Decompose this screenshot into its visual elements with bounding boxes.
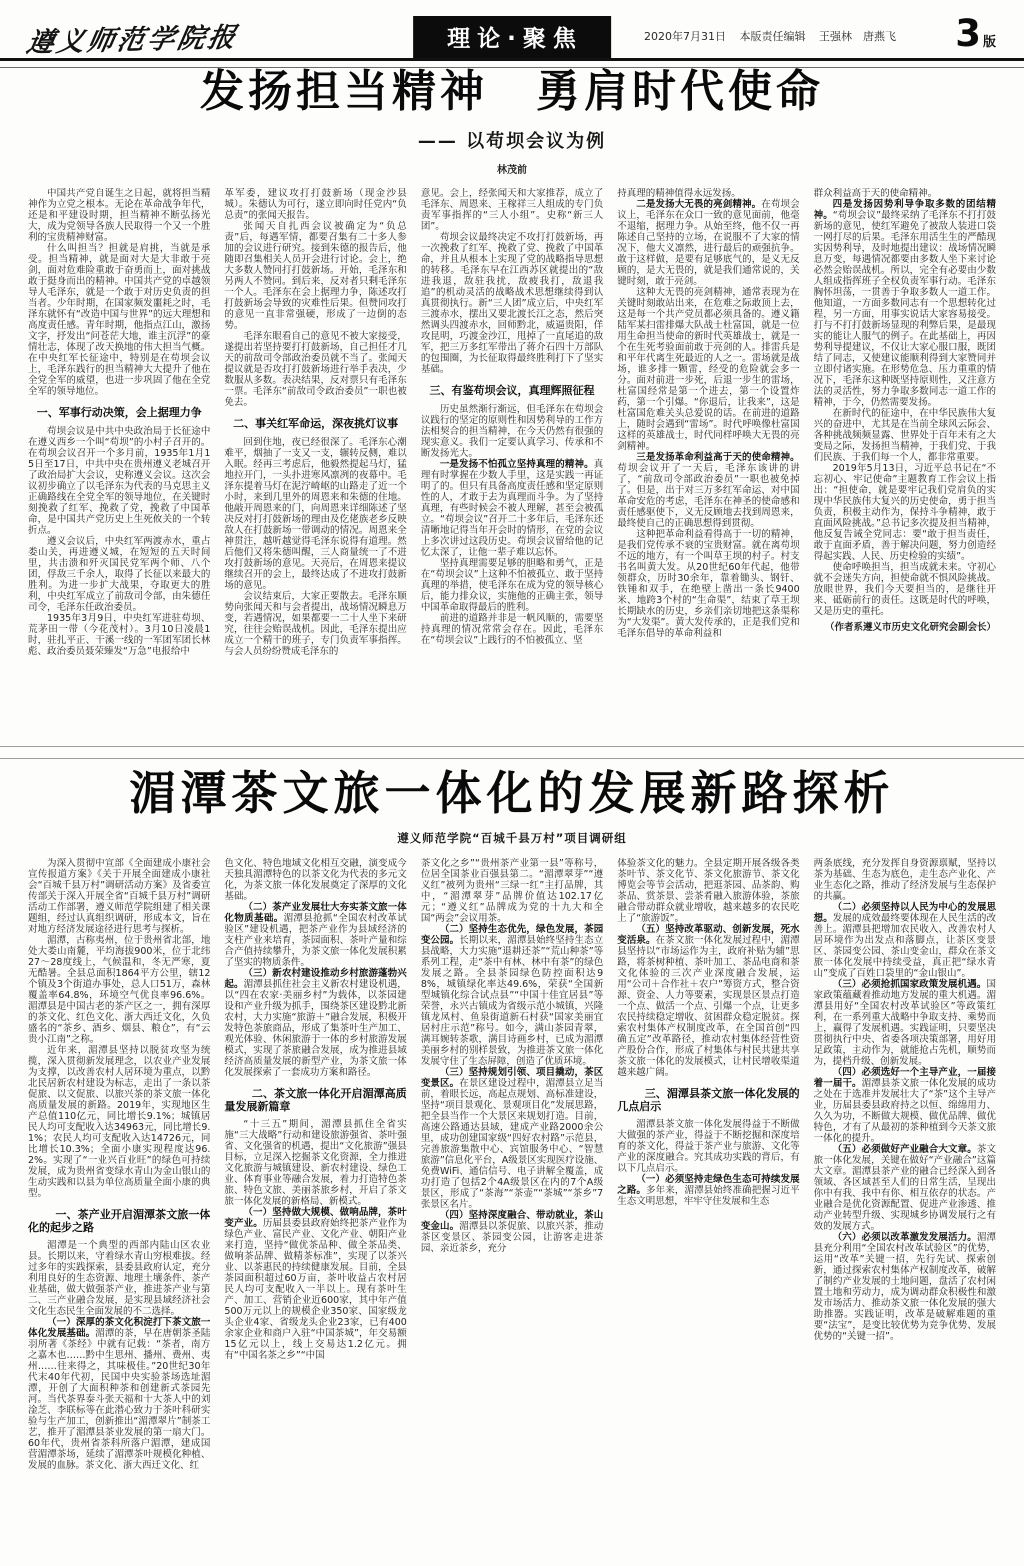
page-number-value: 3 xyxy=(955,12,981,55)
section-heading: 三、有鉴苟坝会议，真理辉照征程 xyxy=(429,384,595,397)
article-divider-rule xyxy=(0,746,1024,759)
article-column xyxy=(814,858,996,1536)
run-in-heading: （三）坚持规划引领、项目撬动，茶区变景区。 xyxy=(420,1067,604,1089)
article-column xyxy=(224,188,406,754)
body-paragraph: 三是发扬革命利益高于天的使命精神。苟坝会议开了一天后，毛泽东该讲的讲了，“前敌司令部政治委员”一职也被免掉了。但是，出于对三万多红军命运、对中国革命安危的考虑，毛泽东在神圣的使命感和责任感驱使下，义无反顾地去找到周恩来，最终使自己的正确思想得到贯彻。 xyxy=(617,452,800,529)
body-paragraph: （四）必须选好一个主导产业，一届接着一届干。湄潭县茶文旅一体化发展的成功之处在于选准并发展壮大了“茶”这个主导产业，历届县委县政府持之以恒、绵绵用力、久久为功，不断做大规模、做优品牌、做优特色，才有了从最初的茶种植到今天茶文旅一体化的提升。 xyxy=(813,1067,997,1144)
body-paragraph: 茶文化之乡”“贵州茶产业第一县”等称号，位居全国茶业百强县第二。“湄潭翠芽”“遵义红”被列为贵州“三绿一红”主打品牌，其中，“湄潭翠芽”品牌价值达102.17亿元；“遵义红”品牌成为党的十九大和全国“两会”会议用茶。 xyxy=(420,858,604,924)
section-banner: 理论·聚焦 xyxy=(413,16,611,59)
body-paragraph: （三）新农村建设推动乡村旅游蓬勃兴起。湄潭县抓住社会主义新农村建设机遇，以“四在农家·美丽乡村”为载体，以茶园建设和产业升级为抓手，围绕茶区建设黔北新农村，大力实施“旅游＋”融合发展，积极开发特色茶旅商品，形成了集茶叶生产加工、观光体验、休闲旅游于一体的乡村旅游发展模式，实现了茶旅融合发展，成为推进县域经济高质量发展的新型产业，为茶文旅一体化发展探索了一套成功方案和路径。 xyxy=(224,968,407,1078)
article-column xyxy=(617,188,799,754)
body-paragraph: 毛泽东眼看自己的意见不被大家接受，遂提出若坚持要打打鼓新场，自己担任才几天的前敌司令部政治委员就不当了。张闻天提议就是否攻打打鼓新场进行举手表决，少数服从多数。表决结果，反对票只有毛泽东一票。毛泽东“前敌司令政治委员”一职也被免去。 xyxy=(224,331,407,408)
run-in-heading: （二）茶产业发展壮大夯实茶文旅一体化物质基础。 xyxy=(224,902,407,924)
body-paragraph: 二是发扬大无畏的亮剑精神。在苟坝会议上，毛泽东在众口一致的意见面前，他毫不退缩，据理力争。从始至终，他不仅一再陈述自己坚持的立场，在说服不了大家的情况下，他大义凛然，进行最后的顽强抗争。敢于这样做，是要有足够底气的，是义无反顾的，是大无畏的，就是我们通常说的，关键时刻，敢于亮剑。 xyxy=(617,199,800,287)
body-paragraph: 为深入贯彻中宣部《全面建成小康社会宣传报道方案》《关于开展全面建成小康社会“百城千县万村”调研活动方案》及省委宣传部关于深入开展全省“百城千县万村”调研活动工作部署，遵义师范学院组建了相关课题组，经过认真组织调研，形成本文，旨在对地方经济发展途径进行思考与探析。 xyxy=(28,858,211,935)
article-bottom-columns xyxy=(28,858,996,1536)
body-paragraph: 四是发扬因势利导争取多数的团结精神。“苟坝会议”最终采纳了毛泽东不打打鼓新场的意见，使红军避免了被敌人装进口袋一网打尽的后果。毛泽东用活生生的严酷现实因势利导，及时地提出建议：战场情况瞬息万变，每遇情况都要由多数人坐下来讨论必然会贻误战机。所以，完全有必要由少数人组成指挥班子全权负责军事行动。毛泽东胸怀坦荡，一贯善于争取多数人一道工作。他知道，一方面多数同志有一个思想转化过程，另一方面，用事实说话大家容易接受。打与不打打鼓新场显现的利弊后果，是最现实的能让人服气的例子。在此基础上，再因势利导提建议，不仅让大家心服口服，既团结了同志，又使建议能顺利得到大家赞同并立即付诸实施。在形势危急、压力重重的情况下，毛泽东这种既坚持原则性，又注意方法的灵活性，努力争取多数同志一道工作的精神，于今，仍然需要发扬。 xyxy=(813,199,997,408)
run-in-heading: 四是发扬因势利导争取多数的团结精神。 xyxy=(813,199,997,221)
section-heading: 二、茶文旅一体化开启湄潭高质量发展新篇章 xyxy=(224,1087,407,1113)
body-paragraph: 1935年3月9日，中央红军进驻苟坝、荒茅田一带（今花茂村）。3月10日凌晨1时，驻扎平正、干溪一线的一军团军团长林彪、政治委员聂荣臻发“万急”电报给中 xyxy=(28,613,211,657)
page-number xyxy=(955,12,996,55)
body-paragraph: （六）必须以改革激发发展活力。湄潭县充分利用“全国农村改革试验区”的优势，运用“改革”关键一招，先行先试、探索创新，通过探索农村集体产权制度改革，破解了制约产业发展的土地问题，盘活了农村闲置土地和劳动力，成为调动群众积极性和激发市场活力、推动茶文旅一体化发展的强大助推器。实践证明，改革是破解难题的重要“法宝”，是变比较优势为竞争优势、发展优势的“关键一招”。 xyxy=(813,1232,997,1342)
date-editor-line xyxy=(634,28,896,44)
article-bottom-byline: 遵义师范学院“百城千县万村”项目调研组 xyxy=(397,831,627,845)
body-paragraph: （一）坚持做大规模、做响品牌，茶叶变产业。历届县委县政府始终把茶产业作为绿色产业、富民产业、文化产业、朝阳产业来打造，坚持“做优茶品种、做全茶品类、做响茶品牌、做精茶标准”，实现了以茶兴业、以茶惠民的持续健康发展。目前，全县茶园面积超过60万亩，茶叶收益占农村居民人均可支配收入一半以上。现有茶叶生产、加工、营销企业近600家，其中年产值500万元以上的规模企业350家、国家级龙头企业4家、省级龙头企业23家，已有400余家企业和商户入驻“中国茶城”，年交易额15亿元以上，线上交易达1.2亿元。拥有“中国名茶之乡”“中国 xyxy=(224,1207,407,1361)
body-paragraph: 这种把革命利益看得高于一切的精神，是我们党传承不衰的宝贵财富。就在离苟坝不远的地方，有一个叫草王坝的村子。村支书名叫黄大发。从20世纪60年代起，他带领群众，历时30余年，靠着锄头、钢钎、铁锤和双手，在绝壁上凿出一条长9400米、地跨3个村的“生命渠”，结束了草王坝长期缺水的历史，乡亲们亲切地把这条渠称为“大发渠”。黄大发传承的，正是我们党和毛泽东倡导的革命利益和 xyxy=(617,529,800,639)
body-paragraph: 湄潭是一个典型的西部内陆山区农业县。长期以来，守着绿水青山穷根难拔。经过多年的实践探索，县委县政府认定，充分利用良好的生态资源、地理土壤条件、茶产业基础，做大做强茶产业，推进茶产业与第二、三产业融合发展，是实现县域经济社会文化生态民生全面发展的不二选择。 xyxy=(28,1240,211,1317)
article-column xyxy=(28,858,210,1536)
body-paragraph: 使命呼唤担当，担当成就未来。守初心就不会迷失方向，担使命就不惧风险挑战。放眼世界，我们今天要担当的，是继往开来、砥砺前行的责任。这既是时代的呼唤，又是历史的重托。 xyxy=(813,562,997,617)
body-paragraph: （四）坚持深度融合、带动就业，茶山变金山。湄潭县以茶促旅、以旅兴茶，推动茶区变景区、茶园变公园，让游客走进茶园、亲近茶乡，充分 xyxy=(420,1210,604,1254)
run-in-heading: （二）必须坚持以人民为中心的发展思想。 xyxy=(813,902,997,924)
run-in-heading: （六）必须以改革激发发展活力。 xyxy=(832,1232,977,1243)
run-in-heading: （四）必须选好一个主导产业，一届接着一届干。 xyxy=(813,1067,997,1089)
body-paragraph: （二）必须坚持以人民为中心的发展思想。发展的成效最终要体现在人民生活的改善上。湄潭县把增加农民收入、改善农村人居环境作为出发点和落脚点，让茶区变景区、茶园变公园、茶山变金山，群众在茶文旅一体化发展中持续受益，真正把“绿水青山”变成了百姓口袋里的“金山银山”。 xyxy=(813,902,997,979)
article-column xyxy=(28,188,210,754)
run-in-heading: 一是发扬不怕孤立坚持真理的精神。 xyxy=(439,459,594,470)
issue-date: 2020年7月31日 xyxy=(644,30,726,43)
article-top-title: 发扬担当精神 勇肩时代使命 xyxy=(200,66,824,117)
newspaper-logo: 遵义师范学院报 xyxy=(24,22,241,59)
body-paragraph: 这种大无畏的亮剑精神，通常表现为在关键时刻敢站出来，在危难之际敢顶上去，这是每一个共产党员都必须具备的。遵义籍陆军某扫雷排爆大队战士杜富国，就是一位用生命担当使命的新时代英雄战士，就是一个在生死考验面前敢于亮剑的人。排雷兵是和平年代离生死最近的人之一。雷场就是战场，谁多排一颗雷，经受的危险就会多一分。面对前进一步死，后退一步生的雷场，杜富国经常是第一个进去，第一个设置炸药，第一个引爆。“你退后，让我来”，这是杜富国危难关头总爱说的话。在前进的道路上，随时会遇到“雷场”。时代呼唤像杜富国这样的英雄战士，时代同样呼唤大无畏的亮剑精神。 xyxy=(617,287,800,452)
body-paragraph: 张闻天自扎西会议被确定为“负总责”后，每遇军情，都要召集有二十多人参加的会议进行研究。接到朱德的报告后，他随即召集相关人员开会进行讨论。会上，绝大多数人赞同打打鼓新场。开始，毛泽东和另两人不赞同。到后来，反对者只剩毛泽东一个人。毛泽东在会上据理力争，陈述攻打打鼓新场会导致的灾难性后果。但赞同攻打的意见一直非常强硬，形成了一边倒的态势。 xyxy=(224,221,407,331)
section-heading: 一、茶产业开启湄潭茶文旅一体化的起步之路 xyxy=(28,1208,211,1234)
body-paragraph: 湄潭，古称夷州，位于贵州省北部，地处大娄山南麓，平均海拔900米，位于北纬27～28度线上，气候温和，冬无严寒，夏无酷暑。全县总面积1864平方公里，辖12个镇及3个街道办事处，总人口51万，森林覆盖率64.8%，环境空气优良率96.6%。湄潭县是中国古老的茶产区之一，拥有深厚的茶文化、红色文化、浙大西迁文化，久负盛名的“茶乡、酒乡、烟县、粮仓”，有“云贵小江南”之称。 xyxy=(28,935,211,1045)
article-column xyxy=(814,188,996,754)
page-number-label: 版 xyxy=(982,35,996,50)
body-paragraph: 苟坝会议最终决定不攻打打鼓新场，再一次挽救了红军、挽救了党、挽救了中国革命，并且从根本上实现了党的战略指导思想的转移。毛泽东早在江西苏区就提出的“敌进我退，敌驻我扰，敌疲我打，敌退我追”的机动灵活的战略战术思想继续得到认真贯彻执行。新“三人团”成立后，中央红军三渡赤水，摆出又要北渡长江之态，然后突然调头四渡赤水，回师黔北，威逼贵阳，佯攻昆明，巧渡金沙江，甩掉了一直尾追的敌军，把三万多红军带出了蒋介石四十万部队的包围圈，为长征取得最终胜利打下了坚实基础。 xyxy=(420,232,604,375)
article-column xyxy=(421,188,603,754)
run-in-heading: 二是发扬大无畏的亮剑精神。 xyxy=(636,199,762,210)
run-in-heading: （一）必须坚持走绿色生态可持续发展之路。 xyxy=(617,1174,800,1196)
body-paragraph: （五）坚持改革驱动、创新发展，死水变活泉。在茶文旅一体化发展过程中，湄潭县坚持以“市场运作为主，政府补贴为辅”思路，将茶树种植、茶叶加工、茶品电商和茶文化体验的三次产业深度融合发展，运用“公司＋合作社＋农户”筹资方式，整合资源、资金、人力等要素，实现景区景点打造一个点、做活一个点、引爆一个点，让更多农民持续稳定增收、贫困群众稳定脱贫。探索农村集体产权制度改革，在全国首创“四确五定”改革路径，推动农村集体经营性资产股份合作，形成了村集体与村民共建共享茶文旅一体化的发展模式，让村民增收渠道越来越广阔。 xyxy=(617,924,800,1078)
body-paragraph: （三）必须抢抓国家政策发展机遇。国家政策蕴藏着推动地方发展的重大机遇。湄潭县用好“全国农村改革试验区”等政策红利，在一系列重大战略中争取支持、乘势而上，赢得了发展机遇。实践证明，只要坚决贯彻执行中央、省委各项决策部署，用好用足政策，主动作为，就能抢占先机，顺势而为，提档升级、创新发展。 xyxy=(813,979,997,1067)
body-paragraph: 群众利益高于天的使命精神。 xyxy=(813,188,938,199)
article-bottom xyxy=(28,766,996,1560)
article-column xyxy=(421,858,603,1536)
body-paragraph: 遵义会议后，中央红军两渡赤水，重占娄山关，再进遵义城，在短短的五天时间里，共击溃和歼灭国民党军两个师、八个团，俘敌三千余人，取得了长征以来最大的胜利。为进一步扩大战果，夺取更大的胜利，中央红军成立了前敌司令部，由朱德任司令，毛泽东任政治委员。 xyxy=(28,536,211,613)
run-in-heading: （一）深厚的茶文化积淀打下茶文旅一体化发展基础。 xyxy=(28,1317,211,1339)
section-heading: 三、湄潭县茶文旅一体化发展的几点启示 xyxy=(617,1087,800,1113)
body-paragraph: （二）茶产业发展壮大夯实茶文旅一体化物质基础。湄潭县抢抓“全国农村改革试验区”建设机遇，把茶产业作为县域经济的支柱产业来培育，茶园面积、茶叶产量和综合产值持续攀升，为茶文旅一体化发展积累了坚实的物质条件。 xyxy=(224,902,407,968)
body-paragraph: 两条底线，充分发挥自身资源禀赋，坚持以茶为基础、生态为底色，走生态产业化、产业生态化之路，推动了经济发展与生态保护的共赢。 xyxy=(813,858,997,902)
article-column xyxy=(617,858,799,1536)
body-paragraph: （三）坚持规划引领、项目撬动，茶区变景区。在景区建设过程中，湄潭县立足当前，着眼长远，高起点规划、高标准建设，坚持“项目景观化、景观项目化”发展思路，把全县当作一个大景区来规划打造。目前，高速公路通达县域，建成产业路2000余公里，成功创建国家级“四好农村路”示范县，完善旅游集散中心、宾馆服务中心、“智慧旅游”信息化平台，A级景区实现医疗设施、免费WiFi、通信信号、电子讲解全覆盖，成功打造了包括2个4A级景区在内的7个A级景区，形成了“茶海”“茶壶”“茶城”“茶乡”7张景区名片。 xyxy=(420,1067,604,1210)
body-paragraph: 前进的道路并非是一帆风顺的，需要坚持真理的情况常常会存在。因此，毛泽东在“苟坝会议”上践行的不怕被孤立、坚 xyxy=(420,613,604,646)
section-heading: 一、军事行动决策，会上据理力争 xyxy=(36,406,202,419)
article-top xyxy=(28,66,996,744)
body-paragraph: 什么叫担当？担就是肩挑，当就是承受。担当精神，就是面对大是大非敢于亮剑，面对危难险重敢于奋勇而上，面对挑战敢于挺身而出的精神。中国共产党的卓越领导人毛泽东，就是一个敢于对历史负责的担当者。少年时期，在国家频发噩耗之时，毛泽东就怀有“改造中国与世界”的远大理想和高度责任感。青年时期，他指点江山，激扬文字，抒发出“问苍茫大地，谁主沉浮”的豪情壮志，体现了改天换地的伟大担当气概。在中央红军长征途中，特别是在苟坝会议上，毛泽东践行的担当精神大大提升了他在全党全军的威望，也进一步巩固了他在全党全军的领导地位。 xyxy=(28,243,211,397)
body-paragraph: 回到住地，夜已经很深了。毛泽东心潮难平，烟抽了一支又一支，辗转反侧，难以入眠。经再三考虑后，他毅然提起马灯，猛地拉开门，一头扑进寒风凛冽的夜幕中。毛泽东提着马灯在泥泞崎岖的山路走了近一个小时，来到几里外的周恩来和朱德的住地。他敲开周恩来的门，向周恩来详细陈述了坚决反对打打鼓新场的理由及仡佬族老乡反映敌人在打鼓新场一带调动的情况。周恩来全神贯注，越听越觉得毛泽东说得有道理。然后他们又将朱德叫醒，三人商量统一了不进攻打鼓新场的意见。天亮后，在周恩来提议继续召开的会上，最终达成了不进攻打鼓新场的意见。 xyxy=(224,437,407,591)
run-in-heading: （五）坚持改革驱动、创新发展，死水变活泉。 xyxy=(617,924,800,946)
body-paragraph: （五）必须做好产业融合大文章。茶文旅一体化发展，关键在做好“产业融合”这篇大文章。湄潭县茶产业的融合已经深入到各领域、各区域甚至人们的日常生活，呈现出你中有我、我中有你、相互依存的状态。产业融合是优化资源配置、促进产业渗透、推动产业转型升级、实现城乡协调发展行之有效的发展方式。 xyxy=(813,1144,997,1232)
article-top-author: 林茂前 xyxy=(497,165,527,176)
body-paragraph: （二）坚持生态优先，绿色发展，茶园变公园。长期以来，湄潭县始终坚持生态立县战略，大力实施“退耕还茶”“荒山种茶”等系列工程，走“茶中有林、林中有茶”的绿色发展之路。全县茶园绿色防控面积达98%，城镇绿化率达49.6%，荣获“全国新型城镇化综合试点县”“中国十佳宜居县”等荣誉，永兴古镇成为省级示范小城镇，兴隆镇龙凤村、鱼泉街道新石村获“国家美丽宜居村庄示范”称号。如今，满山茶园青翠，满耳婉转茶歌，满目诗画乡村，已成为湄潭美丽乡村的别样景致，为推进茶文旅一体化发展守住了生态屏障，创造了优质环境。 xyxy=(420,924,604,1067)
run-in-heading: 三是发扬革命利益高于天的使命精神。 xyxy=(636,452,800,463)
body-paragraph: 坚持真理需要足够的胆略和勇气，正是在“苟坝会议”上这种不怕被孤立、敢于坚持真理的举措，使毛泽东在成为党的领导核心后，能力排众议，实施他的正确主张，领导中国革命取得最后的胜利。 xyxy=(420,558,604,613)
body-paragraph: 近年来，湄潭县坚持以脱贫攻坚为统揽，深入贯彻新发展理念，以农业产业发展为支撑，以改善农村人居环境为重点，以黔北民居新农村建设为标志，走出了一条以茶促旅、以文促旅、以旅兴茶的茶文旅一体化高质量发展的新路。2019年，实现地区生产总值110亿元，同比增长9.1%；城镇居民人均可支配收入达34963元，同比增长9.1%；农民人均可支配收入达14726元，同比增长10.3%；全面小康实现程度达96.2%。实现了“一业兴百业旺”的绿色可持续发展，成为贵州省变绿水青山为金山银山的生动实践和以县为单位高质量全面小康的典型。 xyxy=(28,1045,211,1199)
masthead xyxy=(24,12,996,59)
run-in-heading: （二）坚持生态优先，绿色发展，茶园变公园。 xyxy=(420,924,604,946)
body-paragraph: 中国共产党自诞生之日起，就将担当精神作为立党之根本。无论在革命战争年代，还是和平建设时期，担当精神不断弘扬光大，成为党领导各族人民取得一个又一个胜利的宝贵精神财富。 xyxy=(28,188,211,243)
body-paragraph: 色文化、特色地域文化相互交融，演变成今天独具湄潭特色的以茶文化为代表的多元文化，为茶文旅一体化发展奠定了深厚的文化基础。 xyxy=(224,858,407,902)
run-in-heading: （三）必须抢抓国家政策发展机遇。 xyxy=(832,979,987,990)
body-paragraph: 革军委，建议攻打打鼓新场（现金沙县城）。朱德认为可行，遂立即向时任党内“负总责”的张闻天报告。 xyxy=(224,188,407,221)
body-paragraph: 会议结束后，大家正要散去。毛泽东顺势向张闻天和与会者提出，战场情况瞬息万变，若遇情况，如果都要一二十人坐下来研究，往往会贻误战机。因此，毛泽东提出应成立一个精干的班子，专门负责军事指挥。与会人员纷纷赞成毛泽东的 xyxy=(224,591,407,657)
section-heading: 二、事关红军命运，深夜挑灯议事 xyxy=(233,417,399,430)
run-in-heading: （四）坚持深度融合、带动就业，茶山变金山。 xyxy=(420,1210,604,1232)
body-paragraph: 意见。会上，经张闻天和大家推荐，成立了毛泽东、周恩来、王稼祥三人组成的专门负责军事指挥的“三人小组”。史称“新三人团”。 xyxy=(420,188,604,232)
body-paragraph: 在新时代的征途中，在中华民族伟大复兴的奋进中，尤其是在当前全球风云际会、各种挑战频频显露、世界处于百年未有之大变局之际，发扬担当精神，于我们党、于我们民族、于我们每一个人，都非常重要。 xyxy=(813,408,997,463)
body-paragraph: 2019年5月13日，习近平总书记在“不忘初心、牢记使命”主题教育工作会议上指出：“担使命，就是要牢记我们党肩负的实现中华民族伟大复兴的历史使命，勇于担当负责，积极主动作为，保持斗争精神，敢于直面风险挑战。”总书记多次提及担当精神，他反复告诫全党同志：要“敢于担当责任，敢于直面矛盾，善于解决问题，努力创造经得起实践、人民、历史检验的实绩”。 xyxy=(813,463,997,562)
body-paragraph: （一）必须坚持走绿色生态可持续发展之路。多年来，湄潭县始终准确把握习近平生态文明思想，牢牢守住发展和生态 xyxy=(617,1174,800,1207)
body-paragraph: 湄潭县茶文旅一体化发展得益于不断做大做强的茶产业，得益于不断挖掘和深度培育的茶文化，得益于茶产业与旅游、文化等产业的深度融合。究其成功实践的背后，有以下几点启示。 xyxy=(617,1119,800,1174)
body-paragraph: “十三五”期间，湄潭县抓住全省实施“三大战略”行动和建设旅游强省、茶叶强省、文化强省的机遇，提出“文化旅游”强县目标，立足深入挖掘茶文化资源，全力推进文化旅游与城镇建设、新农村建设、绿色工业、体育事业等融合发展，着力打造特色茶旅、特色文旅、美丽茶旅乡村，开启了茶文旅一体化发展的新格局、新模式。 xyxy=(224,1119,407,1207)
body-paragraph: 历史虽然渐行渐远，但毛泽东在苟坝会议践行的坚定的原则性和因势利导的工作方法相契合的担当精神，在今天仍然有很强的现实意义。我们一定要认真学习、传承和不断发扬光大。 xyxy=(420,404,604,459)
article-top-subtitle: —— 以苟坝会议为例 xyxy=(417,131,607,152)
author-credit: （作者系遵义市历史文化研究会副会长） xyxy=(825,622,997,633)
body-paragraph: 体验茶文化的魅力。全县定期开展各级各类茶叶节、茶文化节、茶文化旅游节、茶文化博览会等节会活动，把逛茶园、品茶韵、购茶品、赏茶景、尝茶肴融入旅游体验，茶旅融合带动群众就业增收，越来越多的农民吃上了“旅游饭”。 xyxy=(617,858,800,924)
run-in-heading: （五）必须做好产业融合大文章。 xyxy=(832,1144,977,1155)
body-paragraph: 苟坝会议是中共中央政治局于长征途中在遵义西乡一个叫“苟坝”的小村子召开的。在苟坝会议召开一个多月前，1935年1月15日至17日，中共中央在贵州遵义老城召开了政治局扩大会议，史称遵义会议。这次会议初步确立了以毛泽东为代表的马克思主义正确路线在全党全军的领导地位，在关键时刻挽救了红军、挽救了党，挽救了中国革命，是中国共产党历史上生死攸关的一个转折点。 xyxy=(28,426,211,536)
article-top-columns xyxy=(28,188,996,754)
body-paragraph: 一是发扬不怕孤立坚持真理的精神。真理有时掌握在少数人手里，这是实践一再证明了的。但只有具备高度责任感和坚定原则性的人，才敢于去为真理而斗争。为了坚持真理，有些时候会不被人理解，甚至会被孤立。“苟坝会议”召开二十多年后，毛泽东还清晰地记得当年开会时的情形，在党的会议上多次讲过这段历史。苟坝会议留给他的记忆太深了，让他一辈子难以忘怀。 xyxy=(420,459,604,558)
editor-label: 本版责任编辑 xyxy=(739,30,806,43)
body-paragraph: （一）深厚的茶文化积淀打下茶文旅一体化发展基础。湄潭的茶，早在唐朝茶圣陆羽所著《茶经》中就有记载：“茶者，南方之嘉木也……黔中生思州、播州、费州、夷州……往来得之，其味极佳。”20世纪30年代末40年代初，民国中央实验茶场选址湄潭，开创了大面积种茶和创建新式茶园先河。当代茶界泰斗张天福和十大茶人中的刘淦芝、李联标等在此潜心致力于茶叶科研实验与生产加工，创新推出“湄潭翠片”制茶工艺，推开了湄潭县茶业发展的第一扇大门。60年代，贵州省茶科所落户湄潭，建成国营湄潭茶场，延续了湄潭茶叶规模化种植、发展的血脉。茶文化、浙大西迁文化、红 xyxy=(28,1317,211,1471)
run-in-heading: （一）坚持做大规模、做响品牌，茶叶变产业。 xyxy=(224,1207,407,1229)
editor-names: 王强林 唐燕飞 xyxy=(819,30,896,43)
article-bottom-title: 湄潭茶文旅一体化的发展新路探析 xyxy=(129,766,895,820)
body-paragraph: 持真理的精神值得永远发扬。 xyxy=(617,188,741,199)
article-column xyxy=(224,858,406,1536)
run-in-heading: （三）新农村建设推动乡村旅游蓬勃兴起。 xyxy=(224,968,407,990)
